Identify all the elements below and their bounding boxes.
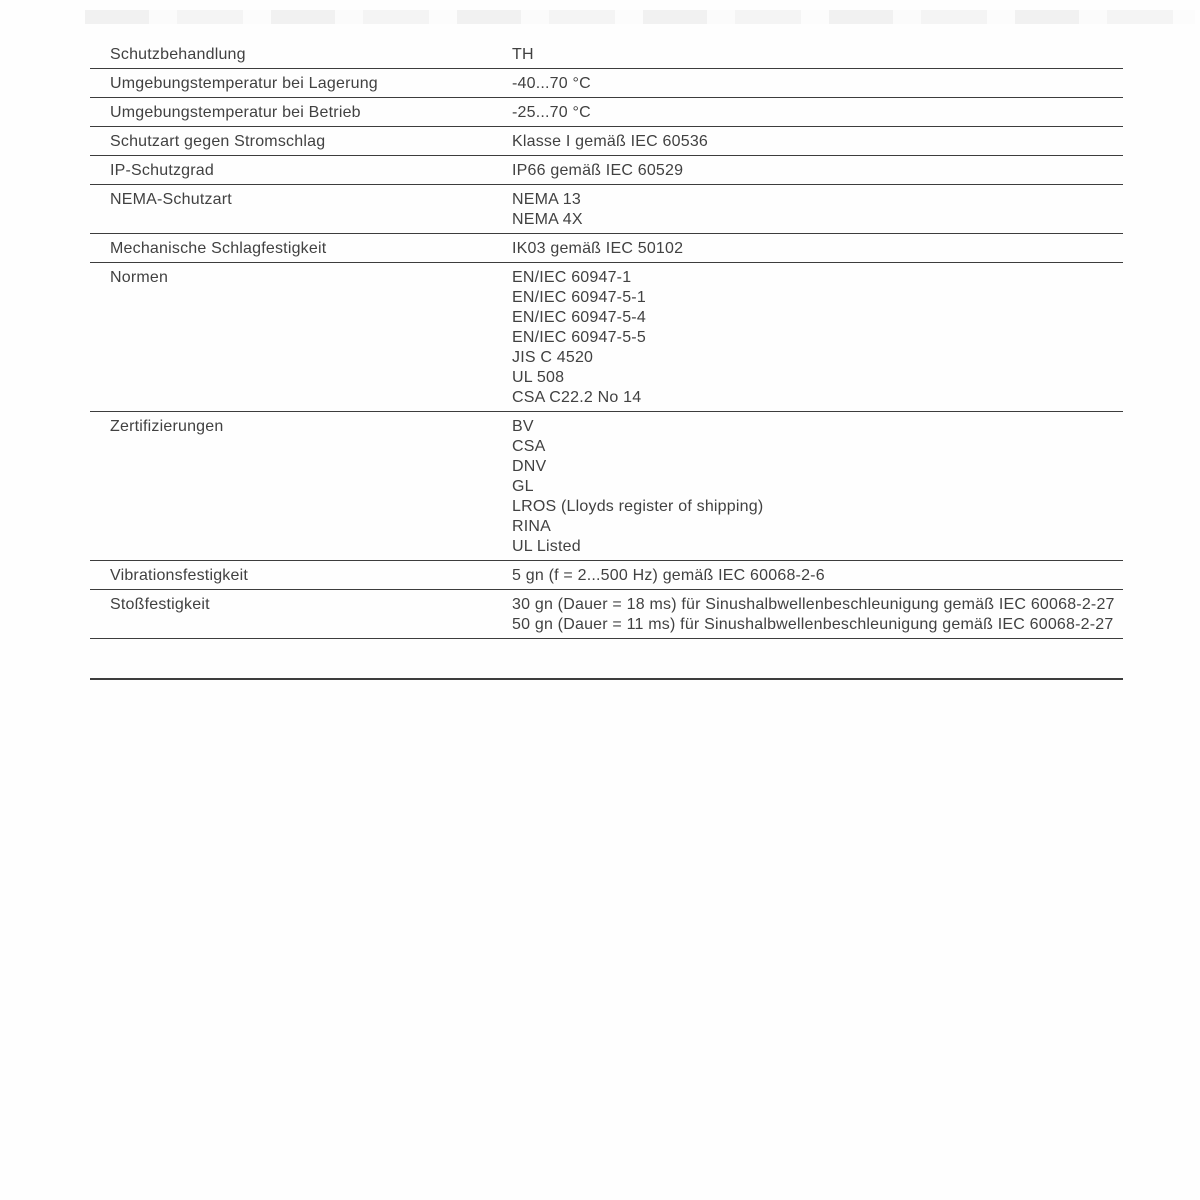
value-line: NEMA 13 (512, 191, 581, 208)
property-value (512, 74, 1123, 94)
table-row (90, 263, 1123, 412)
property-value (512, 103, 1123, 123)
value-line: IP66 gemäß IEC 60529 (512, 162, 684, 179)
value-line: TH (512, 46, 534, 63)
table-row (90, 40, 1123, 69)
value-line: EN/IEC 60947-5-4 (512, 309, 646, 326)
property-value (512, 239, 1123, 259)
property-label: Schutzart gegen Stromschlag (110, 133, 326, 150)
property-value (512, 161, 1123, 181)
value-line: GL (512, 478, 534, 495)
table-row (90, 156, 1123, 185)
value-line: DNV (512, 458, 547, 475)
property-value (512, 595, 1123, 635)
table-row (90, 234, 1123, 263)
property-label: Vibrationsfestigkeit (110, 567, 248, 584)
value-line: EN/IEC 60947-1 (512, 269, 632, 286)
property-label: Mechanische Schlagfestigkeit (110, 240, 327, 257)
value-line: -25...70 °C (512, 104, 591, 121)
value-line: 5 gn (f = 2...500 Hz) gemäß IEC 60068-2-6 (512, 567, 825, 584)
value-line: LROS (Lloyds register of shipping) (512, 498, 764, 515)
table-row (90, 590, 1123, 639)
value-line: JIS C 4520 (512, 349, 594, 366)
property-label: Normen (110, 269, 169, 286)
table-row (90, 127, 1123, 156)
scan-artifact-band (85, 10, 1195, 24)
table-row (90, 185, 1123, 234)
value-line: 30 gn (Dauer = 18 ms) für Sinushalbwellenbeschleunigung gemäß IEC 60068-2-27 (512, 596, 1115, 613)
property-value (512, 190, 1123, 230)
property-label: Umgebungstemperatur bei Betrieb (110, 104, 361, 121)
table-row (90, 561, 1123, 590)
value-line: NEMA 4X (512, 211, 583, 228)
property-label: Schutzbehandlung (110, 46, 246, 63)
spec-table (90, 40, 1123, 680)
property-label: Umgebungstemperatur bei Lagerung (110, 75, 378, 92)
table-row (90, 98, 1123, 127)
property-value (512, 268, 1123, 408)
table-row (90, 69, 1123, 98)
value-line: EN/IEC 60947-5-5 (512, 329, 646, 346)
property-value (512, 417, 1123, 557)
value-line: 50 gn (Dauer = 11 ms) für Sinushalbwellenbeschleunigung gemäß IEC 60068-2-27 (512, 616, 1114, 633)
value-line: EN/IEC 60947-5-1 (512, 289, 646, 306)
value-line: CSA C22.2 No 14 (512, 389, 642, 406)
property-label: IP-Schutzgrad (110, 162, 214, 179)
value-line: IK03 gemäß IEC 50102 (512, 240, 684, 257)
property-label: Zertifizierungen (110, 418, 224, 435)
value-line: -40...70 °C (512, 75, 591, 92)
property-value (512, 132, 1123, 152)
property-label: NEMA-Schutzart (110, 191, 232, 208)
value-line: Klasse I gemäß IEC 60536 (512, 133, 709, 150)
value-line: BV (512, 418, 534, 435)
value-line: UL Listed (512, 538, 581, 555)
value-line: RINA (512, 518, 552, 535)
table-row (90, 639, 1123, 680)
table-row (90, 412, 1123, 561)
value-line: CSA (512, 438, 546, 455)
property-value (512, 45, 1123, 65)
property-label: Stoßfestigkeit (110, 596, 210, 613)
property-value (512, 566, 1123, 586)
value-line: UL 508 (512, 369, 565, 386)
